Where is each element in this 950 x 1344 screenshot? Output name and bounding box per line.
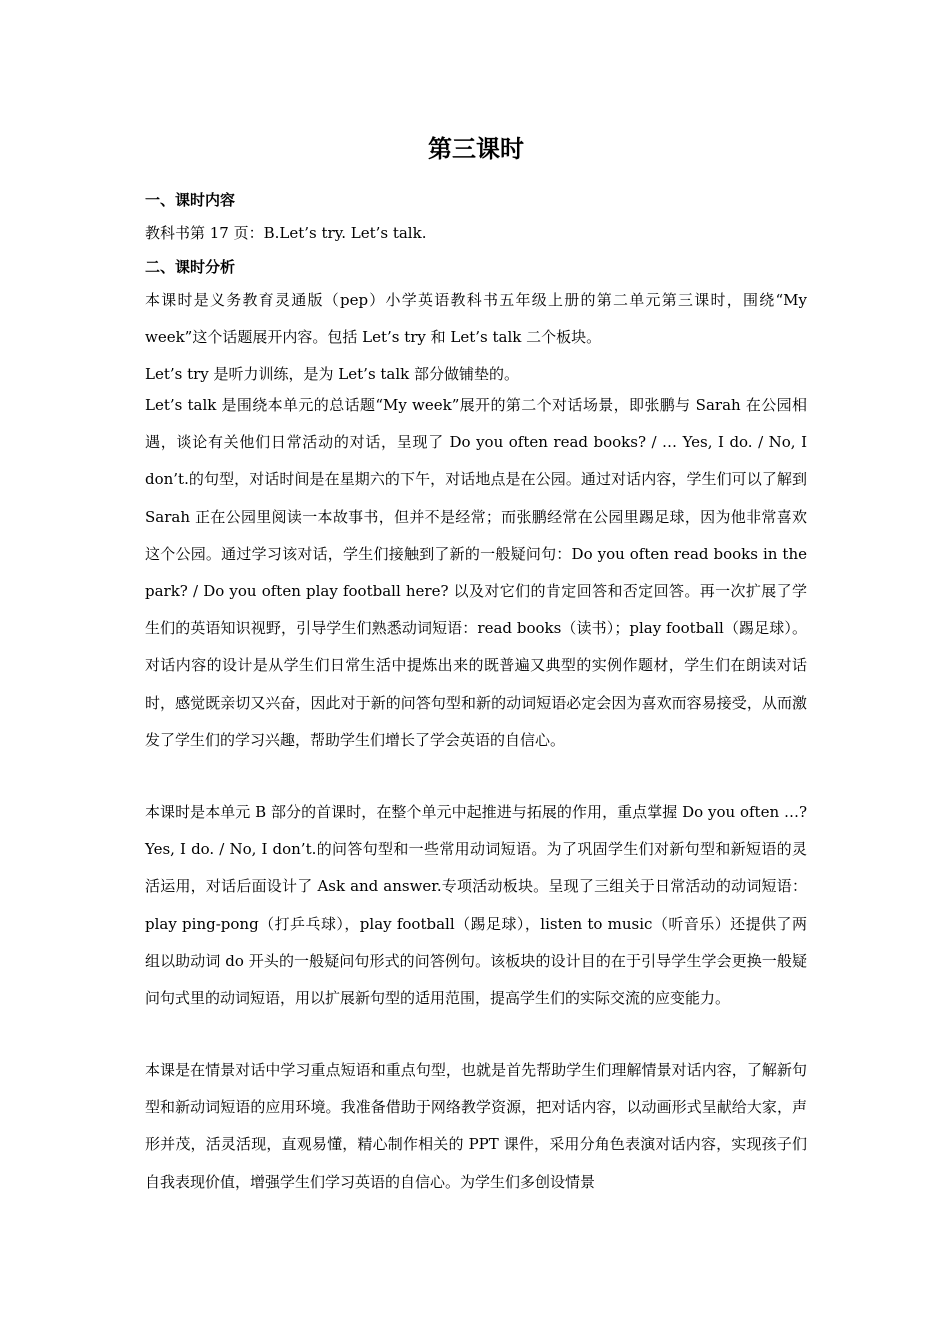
paragraph-intro: 本课时是义务教育灵通版（pep）小学英语教科书五年级上册的第二单元第三课时，围绕“My week”这个话题展开内容。包括 Let’s try 和 Let’s talk 二个板块。 <box>145 291 807 347</box>
paragraph-method: 本课是在情景对话中学习重点短语和重点句型，也就是首先帮助学生们理解情景对话内容，了解新句型和新动词短语的应用环境。我准备借助于网络教学资源，把对话内容，以动画形式呈献给大家，声形并茂，活灵活现，直观易懂，精心制作相关的 PPT 课件，采用分角色表演对话内容，实现孩子们自我表现价值，增强学生们学习英语的自信心。为学生们多创设情景 <box>145 1061 807 1191</box>
paragraph-part-b: 本课时是本单元 B 部分的首课时，在整个单元中起推进与拓展的作用，重点掌握 Do you often …? Yes, I do. / No, I don’t.的问答句型和一些常用动词短语。为了巩固学生们对新句型和新短语的灵活运用，对话后面设计了 Ask and answer.专项活动板块。呈现了三组关于日常活动的动词短语：play ping-pong（打乒乓球），play football（踢足球），listen to music（听音乐）还提供了两组以助动词 do 开头的一般疑问句形式的问答例句。该板块的设计目的在于引导学生学会更换一般疑问句式里的动词短语，用以扩展新句型的适用范围，提高学生们的实际交流的应变能力。 <box>145 803 807 1008</box>
paragraph-lets-try: Let’s try 是听力训练，是为 Let’s talk 部分做铺垫的。 <box>145 365 520 383</box>
section-heading-analysis: 二、课时分析 <box>145 258 236 276</box>
page-title: 第三课时 <box>428 134 524 163</box>
section-heading-content: 一、课时内容 <box>145 191 236 209</box>
section-content-text: 教科书第 17 页：B.Let’s try. Let’s talk. <box>145 224 427 242</box>
paragraph-lets-talk: Let’s talk 是围绕本单元的总话题“My week”展开的第二个对话场景，即张鹏与 Sarah 在公园相遇，谈论有关他们日常活动的对话，呈现了 Do you often read books? / … Yes, I do. / No, I don’t.的句型，对话时间是在星期六的下午，对话地点是在公园。通过对话内容，学生们可以了解到 Sarah 正在公园里阅读一本故事书，但并不是经常；而张鹏经常在公园里踢足球，因为他非常喜欢这个公园。通过学习该对话，学生们接触到了新的一般疑问句：Do you often read books in the park? / Do you often play football here? 以及对它们的肯定回答和否定回答。再一次扩展了学生们的英语知识视野，引导学生们熟悉动词短语：read books（读书）；play football（踢足球）。对话内容的设计是从学生们日常生活中提炼出来的既普遍又典型的实例作题材，学生们在朗读对话时，感觉既亲切又兴奋，因此对于新的问答句型和新的动词短语必定会因为喜欢而容易接受，从而激发了学生们的学习兴趣，帮助学生们增长了学会英语的自信心。 <box>145 396 807 749</box>
